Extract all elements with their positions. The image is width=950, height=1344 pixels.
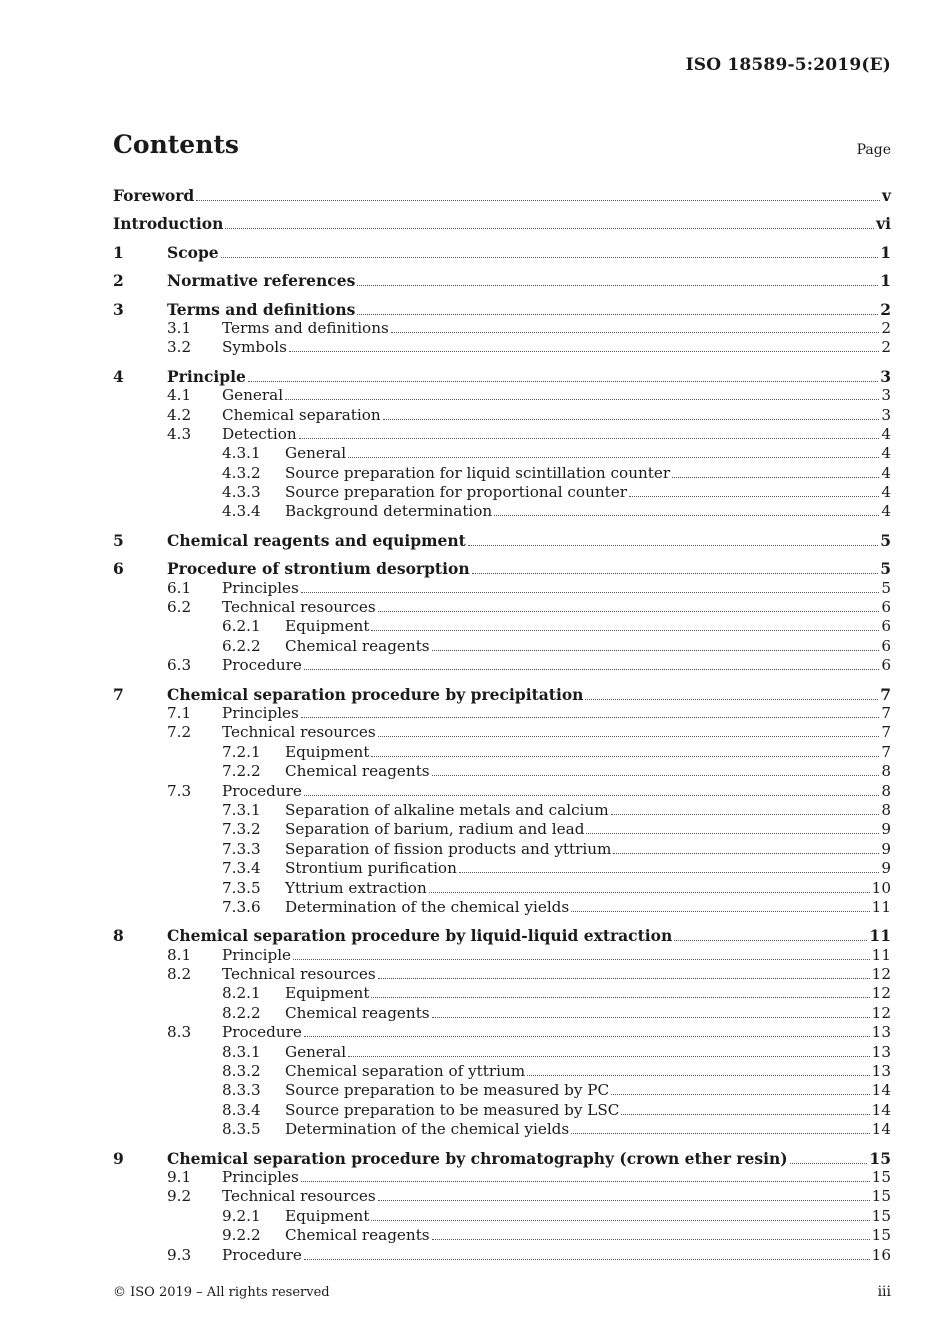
toc-leader-dots bbox=[674, 940, 867, 941]
toc-entry-title: Principle bbox=[222, 945, 292, 964]
toc-entry-number: 8.3.1 bbox=[222, 1042, 261, 1061]
toc-entry-title: Technical resources bbox=[222, 965, 376, 984]
toc-leader-dots bbox=[357, 314, 878, 315]
toc-leader-dots bbox=[391, 332, 880, 333]
toc-entry-title: Equipment bbox=[285, 984, 370, 1003]
toc-entry-title: Source preparation for liquid scintillation counter bbox=[285, 463, 671, 482]
toc-entry-number: 6.2 bbox=[167, 598, 192, 617]
toc-entry[interactable] bbox=[113, 338, 891, 357]
toc-leader-dots bbox=[571, 1133, 869, 1134]
toc-entry[interactable] bbox=[113, 579, 891, 598]
toc-entry-page: 16 bbox=[871, 1245, 891, 1264]
toc-entry-title: Background determination bbox=[285, 502, 493, 521]
toc-entry-number: 7.2 bbox=[167, 723, 192, 742]
toc-leader-dots bbox=[432, 1239, 870, 1240]
toc-entry-number: 6 bbox=[113, 559, 124, 579]
toc-leader-dots bbox=[301, 592, 879, 593]
toc-entry-page: 15 bbox=[871, 1187, 891, 1206]
toc-entry[interactable] bbox=[113, 1187, 891, 1206]
page-column-label: Page bbox=[856, 142, 891, 158]
toc-leader-dots bbox=[371, 997, 869, 998]
toc-entry-title: Normative references bbox=[167, 271, 356, 291]
toc-entry-page: 4 bbox=[881, 444, 891, 463]
toc-entry[interactable] bbox=[113, 531, 891, 550]
toc-leader-dots bbox=[301, 717, 879, 718]
toc-leader-dots bbox=[371, 630, 879, 631]
toc-entry-page: 11 bbox=[869, 926, 891, 946]
toc-entry-number: 6.2.2 bbox=[222, 636, 261, 655]
toc-entry[interactable] bbox=[113, 723, 891, 742]
page-title: Contents bbox=[113, 130, 240, 159]
toc-entry-title: Introduction bbox=[113, 214, 224, 234]
toc-entry-title: Symbols bbox=[222, 338, 287, 357]
toc-entry-page: 15 bbox=[871, 1226, 891, 1245]
toc-leader-dots bbox=[611, 1094, 870, 1095]
toc-entry-title: Detection bbox=[222, 424, 297, 443]
toc-entry-title: Source preparation for proportional counter bbox=[285, 483, 627, 502]
toc-entry-page: 10 bbox=[871, 878, 891, 897]
toc-entry[interactable] bbox=[113, 464, 891, 483]
toc-entry[interactable] bbox=[113, 801, 891, 820]
toc-entry[interactable] bbox=[113, 1120, 891, 1139]
toc-entry-page: 2 bbox=[881, 318, 891, 337]
toc-leader-dots bbox=[672, 477, 879, 478]
toc-entry-title: General bbox=[285, 444, 347, 463]
toc-entry-page: 9 bbox=[881, 820, 891, 839]
toc-leader-dots bbox=[299, 438, 880, 439]
toc-entry[interactable] bbox=[113, 406, 891, 425]
toc-entry[interactable] bbox=[113, 946, 891, 965]
toc-leader-dots bbox=[371, 756, 879, 757]
toc-entry-title: General bbox=[222, 386, 284, 405]
toc-entry[interactable] bbox=[113, 1004, 891, 1023]
toc-entry-number: 8.3.5 bbox=[222, 1120, 261, 1139]
toc-entry[interactable] bbox=[113, 186, 891, 205]
toc-leader-dots bbox=[196, 200, 880, 201]
toc-entry-title: Chemical separation procedure by liquid-liquid extraction bbox=[167, 926, 673, 946]
toc-entry-title: General bbox=[285, 1042, 347, 1061]
toc-leader-dots bbox=[221, 257, 879, 258]
toc-entry-title: Technical resources bbox=[222, 1187, 376, 1206]
toc-entry-number: 7.3.5 bbox=[222, 878, 261, 897]
toc-entry-title: Equipment bbox=[285, 617, 370, 636]
toc-entry-number: 7.3.6 bbox=[222, 897, 261, 916]
toc-entry-page: 9 bbox=[881, 859, 891, 878]
toc-entry-page: 14 bbox=[871, 1120, 891, 1139]
toc-entry-number: 7.3.1 bbox=[222, 800, 261, 819]
toc-entry-title: Equipment bbox=[285, 1206, 370, 1225]
toc-entry[interactable] bbox=[113, 300, 891, 319]
toc-leader-dots bbox=[527, 1075, 870, 1076]
toc-entry-title: Chemical reagents and equipment bbox=[167, 530, 466, 550]
toc-leader-dots bbox=[304, 1036, 870, 1037]
toc-leader-dots bbox=[293, 959, 870, 960]
toc-entry[interactable] bbox=[113, 704, 891, 723]
toc-entry-number: 8 bbox=[113, 926, 124, 946]
toc-entry[interactable] bbox=[113, 444, 891, 463]
toc-entry-page: 4 bbox=[881, 502, 891, 521]
toc-entry-number: 8.2 bbox=[167, 965, 192, 984]
toc-entry[interactable] bbox=[113, 820, 891, 839]
toc-entry-title: Chemical reagents bbox=[285, 636, 430, 655]
toc-entry-title: Procedure bbox=[222, 1023, 302, 1042]
toc-entry-page: 6 bbox=[881, 656, 891, 675]
toc-entry-title: Technical resources bbox=[222, 723, 376, 742]
toc-entry-title: Chemical reagents bbox=[285, 762, 430, 781]
toc-entry-number: 8.1 bbox=[167, 945, 192, 964]
toc-entry[interactable] bbox=[113, 1207, 891, 1226]
toc-entry-title: Source preparation to be measured by LSC bbox=[285, 1100, 620, 1119]
toc-entry-number: 8.3.4 bbox=[222, 1100, 261, 1119]
toc-entry-page: v bbox=[881, 186, 891, 205]
toc-entry[interactable] bbox=[113, 685, 891, 704]
toc-entry-number: 2 bbox=[113, 271, 124, 291]
toc-entry[interactable] bbox=[113, 617, 891, 636]
toc-entry-title: Determination of the chemical yields bbox=[285, 1120, 570, 1139]
toc-entry[interactable] bbox=[113, 743, 891, 762]
toc-entry[interactable] bbox=[113, 859, 891, 878]
toc-entry-title: Chemical separation procedure by chromatography (crown ether resin) bbox=[167, 1148, 788, 1168]
toc-entry-number: 9.2 bbox=[167, 1187, 192, 1206]
toc-entry[interactable] bbox=[113, 637, 891, 656]
toc-entry-page: vi bbox=[876, 214, 891, 234]
toc-entry-number: 7 bbox=[113, 684, 124, 704]
toc-entry-title: Procedure bbox=[222, 1245, 302, 1264]
toc-entry-number: 8.2.2 bbox=[222, 1003, 261, 1022]
toc-entry[interactable] bbox=[113, 898, 891, 917]
toc-entry[interactable] bbox=[113, 559, 891, 578]
toc-leader-dots bbox=[304, 1259, 870, 1260]
toc-entry[interactable] bbox=[113, 319, 891, 338]
toc-entry[interactable] bbox=[113, 1149, 891, 1168]
toc-leader-dots bbox=[432, 1017, 870, 1018]
toc-entry[interactable] bbox=[113, 214, 891, 233]
toc-entry[interactable] bbox=[113, 762, 891, 781]
toc-entry-number: 4.3.1 bbox=[222, 444, 261, 463]
toc-entry-number: 4.3.2 bbox=[222, 463, 261, 482]
toc-leader-dots bbox=[225, 228, 874, 229]
toc-leader-dots bbox=[429, 892, 870, 893]
toc-entry[interactable] bbox=[113, 243, 891, 262]
toc-leader-dots bbox=[378, 1200, 870, 1201]
toc-entry-page: 12 bbox=[871, 965, 891, 984]
toc-entry-number: 8.3.3 bbox=[222, 1081, 261, 1100]
toc-entry-title: Strontium purification bbox=[285, 859, 457, 878]
toc-entry-number: 7.1 bbox=[167, 703, 192, 722]
toc-entry[interactable] bbox=[113, 926, 891, 945]
toc-entry-number: 8.3.2 bbox=[222, 1062, 261, 1081]
toc-leader-dots bbox=[378, 611, 880, 612]
toc-entry-number: 5 bbox=[113, 530, 124, 550]
toc-entry[interactable] bbox=[113, 386, 891, 405]
toc-leader-dots bbox=[459, 872, 879, 873]
toc-entry-number: 9.1 bbox=[167, 1167, 192, 1186]
toc-leader-dots bbox=[571, 911, 869, 912]
toc-leader-dots bbox=[468, 545, 878, 546]
toc-leader-dots bbox=[629, 496, 879, 497]
toc-entry-page: 2 bbox=[881, 338, 891, 357]
toc-entry-title: Procedure of strontium desorption bbox=[167, 559, 470, 579]
toc-entry[interactable] bbox=[113, 367, 891, 386]
toc-entry-page: 13 bbox=[871, 1023, 891, 1042]
toc-entry-number: 7.3.2 bbox=[222, 820, 261, 839]
toc-entry-number: 3.2 bbox=[167, 338, 192, 357]
toc-entry[interactable] bbox=[113, 984, 891, 1003]
toc-entry-number: 9.3 bbox=[167, 1245, 192, 1264]
toc-entry-number: 6.3 bbox=[167, 656, 192, 675]
toc-entry-page: 13 bbox=[871, 1042, 891, 1061]
toc-entry-title: Terms and definitions bbox=[167, 299, 356, 319]
toc-entry-page: 11 bbox=[871, 945, 891, 964]
toc-entry[interactable] bbox=[113, 1043, 891, 1062]
toc-entry-number: 7.2.1 bbox=[222, 742, 261, 761]
toc-entry-page: 5 bbox=[880, 559, 891, 579]
toc-entry[interactable] bbox=[113, 483, 891, 502]
toc-leader-dots bbox=[585, 699, 878, 700]
toc-entry-title: Principles bbox=[222, 1167, 299, 1186]
toc-entry-number: 6.1 bbox=[167, 578, 192, 597]
toc-entry-page: 6 bbox=[881, 636, 891, 655]
toc-entry-page: 8 bbox=[881, 781, 891, 800]
toc-entry[interactable] bbox=[113, 502, 891, 521]
toc-entry-title: Procedure bbox=[222, 656, 302, 675]
toc-entry-title: Foreword bbox=[113, 186, 195, 205]
toc-entry-title: Source preparation to be measured by PC bbox=[285, 1081, 610, 1100]
toc-entry-number: 3.1 bbox=[167, 318, 192, 337]
toc-entry-number: 9 bbox=[113, 1148, 124, 1168]
page-number: iii bbox=[877, 1284, 891, 1300]
toc-entry-title: Yttrium extraction bbox=[285, 878, 427, 897]
toc-leader-dots bbox=[432, 775, 880, 776]
toc-entry-page: 8 bbox=[881, 800, 891, 819]
toc-entry-number: 7.3.4 bbox=[222, 859, 261, 878]
toc-entry[interactable] bbox=[113, 1062, 891, 1081]
toc-entry[interactable] bbox=[113, 425, 891, 444]
toc-leader-dots bbox=[357, 285, 878, 286]
toc-entry-number: 4.1 bbox=[167, 386, 192, 405]
toc-entry-title: Determination of the chemical yields bbox=[285, 897, 570, 916]
toc-entry-number: 6.2.1 bbox=[222, 617, 261, 636]
toc-entry-page: 7 bbox=[881, 723, 891, 742]
toc-entry[interactable] bbox=[113, 879, 891, 898]
toc-entry-page: 15 bbox=[871, 1206, 891, 1225]
toc-entry[interactable] bbox=[113, 1101, 891, 1120]
toc-leader-dots bbox=[285, 399, 879, 400]
toc-entry-page: 11 bbox=[871, 897, 891, 916]
toc-entry-page: 7 bbox=[880, 684, 891, 704]
toc-entry-page: 1 bbox=[880, 242, 891, 262]
toc-entry-title: Principles bbox=[222, 578, 299, 597]
toc-entry-page: 4 bbox=[881, 463, 891, 482]
toc-leader-dots bbox=[348, 457, 879, 458]
toc-leader-dots bbox=[432, 650, 880, 651]
toc-entry-page: 6 bbox=[881, 598, 891, 617]
toc-entry-title: Separation of barium, radium and lead bbox=[285, 820, 585, 839]
toc-entry[interactable] bbox=[113, 271, 891, 290]
toc-entry-number: 7.3 bbox=[167, 781, 192, 800]
toc-entry-number: 4.2 bbox=[167, 405, 192, 424]
toc-entry-number: 4 bbox=[113, 366, 124, 386]
toc-entry-title: Chemical reagents bbox=[285, 1003, 430, 1022]
toc-entry-title: Separation of fission products and yttrium bbox=[285, 839, 612, 858]
toc-leader-dots bbox=[304, 795, 879, 796]
toc-entry[interactable] bbox=[113, 840, 891, 859]
toc-entry-title: Principles bbox=[222, 703, 299, 722]
toc-leader-dots bbox=[378, 736, 880, 737]
toc-entry-number: 7.3.3 bbox=[222, 839, 261, 858]
toc-entry-page: 8 bbox=[881, 762, 891, 781]
toc-leader-dots bbox=[494, 515, 879, 516]
toc-entry-title: Terms and definitions bbox=[222, 318, 389, 337]
copyright-notice: © ISO 2019 – All rights reserved bbox=[113, 1285, 330, 1300]
toc-entry-page: 13 bbox=[871, 1062, 891, 1081]
toc-entry-title: Scope bbox=[167, 242, 219, 262]
toc-leader-dots bbox=[248, 381, 878, 382]
toc-entry[interactable] bbox=[113, 656, 891, 675]
toc-leader-dots bbox=[304, 669, 879, 670]
document-id: ISO 18589-5:2019(E) bbox=[685, 55, 891, 75]
toc-leader-dots bbox=[371, 1220, 869, 1221]
toc-entry-page: 7 bbox=[881, 703, 891, 722]
toc-entry-page: 3 bbox=[881, 386, 891, 405]
toc-leader-dots bbox=[790, 1163, 868, 1164]
toc-entry[interactable] bbox=[113, 782, 891, 801]
toc-leader-dots bbox=[613, 853, 879, 854]
toc-entry-title: Chemical reagents bbox=[285, 1226, 430, 1245]
toc-entry-page: 5 bbox=[881, 578, 891, 597]
toc-entry-page: 15 bbox=[869, 1148, 891, 1168]
toc-entry-title: Separation of alkaline metals and calcium bbox=[285, 800, 609, 819]
toc-entry-page: 9 bbox=[881, 839, 891, 858]
toc-entry-title: Equipment bbox=[285, 742, 370, 761]
toc-leader-dots bbox=[289, 351, 879, 352]
toc-entry-page: 2 bbox=[880, 299, 891, 319]
toc-entry[interactable] bbox=[113, 1168, 891, 1187]
toc-entry-number: 3 bbox=[113, 299, 124, 319]
toc-entry-number: 8.3 bbox=[167, 1023, 192, 1042]
toc-entry[interactable] bbox=[113, 965, 891, 984]
toc-entry-title: Technical resources bbox=[222, 598, 376, 617]
toc-entry-page: 12 bbox=[871, 984, 891, 1003]
toc-entry-number: 1 bbox=[113, 242, 124, 262]
toc-entry[interactable] bbox=[113, 1081, 891, 1100]
toc-leader-dots bbox=[383, 419, 880, 420]
toc-entry-number: 9.2.2 bbox=[222, 1226, 261, 1245]
toc-entry-number: 9.2.1 bbox=[222, 1206, 261, 1225]
toc-entry-page: 3 bbox=[881, 405, 891, 424]
toc-entry-number: 7.2.2 bbox=[222, 762, 261, 781]
toc-entry[interactable] bbox=[113, 1226, 891, 1245]
toc-leader-dots bbox=[348, 1056, 870, 1057]
toc-entry-page: 6 bbox=[881, 617, 891, 636]
toc-entry-number: 4.3.3 bbox=[222, 483, 261, 502]
toc-entry-page: 7 bbox=[881, 742, 891, 761]
toc-entry-page: 12 bbox=[871, 1003, 891, 1022]
toc-entry-number: 4.3 bbox=[167, 424, 192, 443]
toc-leader-dots bbox=[472, 573, 879, 574]
toc-leader-dots bbox=[621, 1114, 869, 1115]
toc-entry-page: 14 bbox=[871, 1081, 891, 1100]
toc-entry[interactable] bbox=[113, 1246, 891, 1265]
toc-entry-page: 4 bbox=[881, 424, 891, 443]
toc-entry-title: Principle bbox=[167, 366, 246, 386]
toc-entry-page: 3 bbox=[880, 366, 891, 386]
toc-leader-dots bbox=[611, 814, 880, 815]
toc-entry-title: Chemical separation of yttrium bbox=[285, 1062, 526, 1081]
toc-leader-dots bbox=[586, 833, 879, 834]
toc-entry-number: 8.2.1 bbox=[222, 984, 261, 1003]
toc-entry-page: 15 bbox=[871, 1167, 891, 1186]
toc-leader-dots bbox=[378, 978, 870, 979]
toc-entry-title: Procedure bbox=[222, 781, 302, 800]
toc-entry[interactable] bbox=[113, 598, 891, 617]
toc-entry-number: 4.3.4 bbox=[222, 502, 261, 521]
toc-entry-page: 5 bbox=[880, 530, 891, 550]
toc-entry-page: 1 bbox=[880, 271, 891, 291]
toc-leader-dots bbox=[301, 1181, 870, 1182]
toc-entry-title: Chemical separation bbox=[222, 405, 381, 424]
toc-entry-page: 14 bbox=[871, 1100, 891, 1119]
table-of-contents bbox=[113, 186, 891, 1265]
toc-entry-page: 4 bbox=[881, 483, 891, 502]
toc-entry[interactable] bbox=[113, 1023, 891, 1042]
toc-entry-title: Chemical separation procedure by precipitation bbox=[167, 684, 584, 704]
